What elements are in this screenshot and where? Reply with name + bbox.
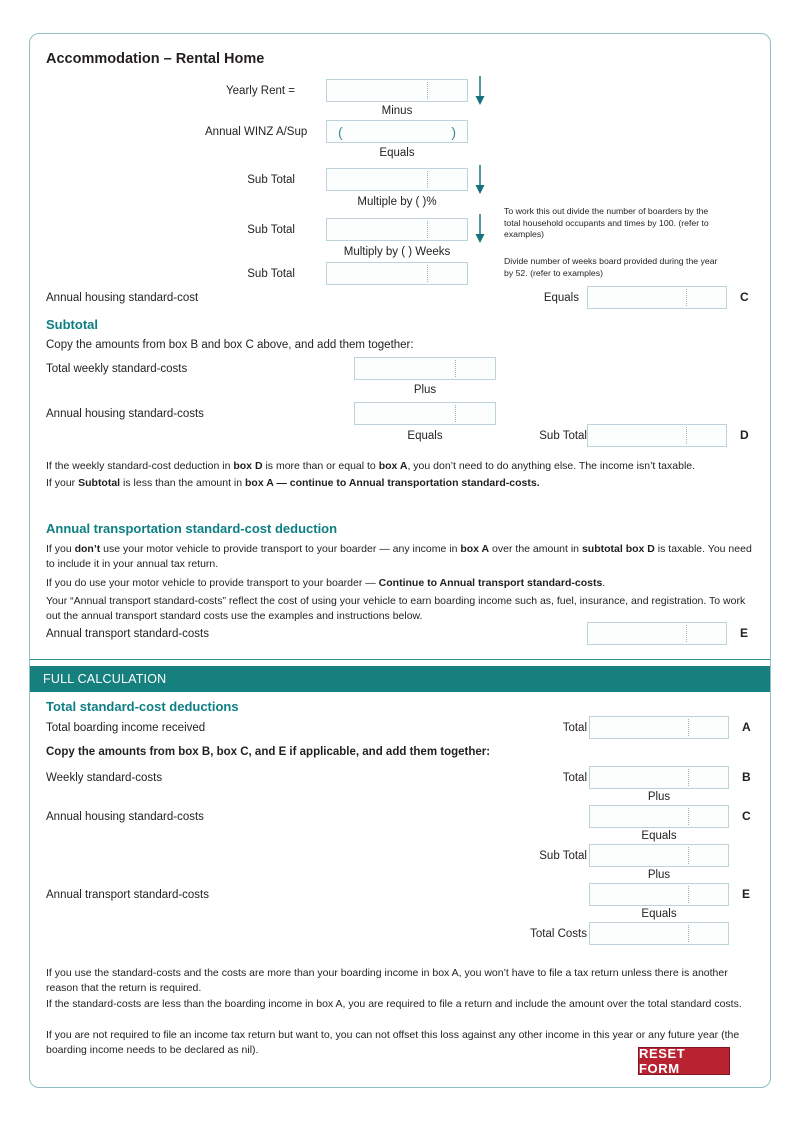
tp2-b: .: [602, 577, 606, 589]
paren-right: ): [451, 124, 456, 140]
label-sub-total-d: Sub Total: [539, 430, 587, 442]
note-subtotal: [46, 476, 758, 491]
label-total-b: Total: [562, 772, 587, 784]
operator-equals-1: Equals: [379, 147, 415, 159]
heading-subtotal: Subtotal: [46, 317, 98, 332]
paren-left: (: [338, 124, 343, 140]
tp2-b1: Continue to Annual transport standard-costs: [378, 577, 603, 589]
label-weekly-standard-costs: Weekly standard-costs: [46, 772, 163, 784]
arrow-down-icon: [474, 165, 486, 195]
copy-amounts-note: Copy the amounts from box B, box C, and E if applicable, and add them together:: [46, 746, 491, 758]
label-annual-housing-standard-cost: Annual housing standard-cost: [46, 292, 199, 304]
input-sub-total-3[interactable]: [326, 262, 468, 285]
help-text-weeks: Divide number of weeks board provided during the year by 52. (refer to examples): [504, 256, 718, 278]
note-sub-text-2: is less than the amount in: [120, 477, 246, 489]
note-d-text-2: is more than or equal to: [262, 460, 379, 472]
note-box-d: [46, 459, 758, 474]
label-annual-transport-costs: Annual transport standard-costs: [46, 889, 210, 901]
input-subtotal[interactable]: [589, 844, 729, 867]
operator-multiple-percent: Multiple by ( )%: [357, 196, 437, 208]
transport-paragraph-2: [46, 576, 758, 591]
note-d-bold-1: box D: [233, 460, 263, 472]
help-text-percent: To work this out divide the number of boarders by the total household occupants and times by 100. (refer to examples): [504, 206, 709, 240]
heading-total-standard-cost-deductions: Total standard-cost deductions: [46, 699, 239, 714]
label-total-a: Total: [562, 722, 587, 734]
footer-paragraph-1: If you use the standard-costs and the costs are more than your boarding income in box A, you won’t have to file a tax return unless there is another reason that the return is required.: [46, 967, 728, 994]
label-sub-total: Sub Total: [539, 850, 587, 862]
operator-plus-1: Plus: [647, 791, 671, 803]
label-annual-housing-standard-costs: Annual housing standard-costs: [46, 408, 204, 420]
box-letter-a: A: [742, 720, 751, 734]
label-total-costs: Total Costs: [530, 928, 587, 940]
input-housing-c[interactable]: [589, 805, 729, 828]
operator-equals-2: Equals: [641, 908, 677, 920]
label-annual-housing-costs: Annual housing standard-costs: [46, 811, 204, 823]
input-sub-total-1[interactable]: [326, 168, 468, 191]
input-weekly-b[interactable]: [589, 766, 729, 789]
form-page: [29, 33, 771, 1088]
reset-form-button[interactable]: RESET FORM: [638, 1047, 730, 1075]
input-yearly-rent[interactable]: [326, 79, 468, 102]
label-yearly-rent: Yearly Rent =: [226, 85, 295, 97]
input-subtotal-d[interactable]: [587, 424, 727, 447]
tp2-a: If you do use your motor vehicle to provide transport to your boarder —: [46, 577, 379, 589]
operator-plus: Plus: [413, 384, 437, 396]
operator-plus-2: Plus: [647, 869, 671, 881]
transport-paragraph-3: Your “Annual transport standard-costs” reflect the cost of using your vehicle to earn boarding income such as, fuel, insurance, and registration. To work out the annual transport standard costs use the examples and instructions below.: [46, 595, 746, 622]
input-total-income-a[interactable]: [589, 716, 729, 739]
label-annual-winz: Annual WINZ A/Sup: [205, 126, 308, 138]
note-sub-bold-1: Subtotal: [78, 477, 121, 489]
tp1-a: If you: [46, 543, 75, 555]
arrow-down-icon: [474, 76, 486, 106]
operator-equals-c: Equals: [543, 292, 579, 304]
tp1-d: is taxable. You need to include it in your annual tax return.: [46, 543, 752, 570]
box-letter-e: E: [742, 887, 751, 901]
label-sub-total-2: Sub Total: [247, 224, 295, 236]
input-annual-transport-e[interactable]: [587, 622, 727, 645]
box-letter-e: E: [740, 626, 749, 640]
operator-equals: Equals: [407, 430, 443, 442]
input-sub-total-2[interactable]: [326, 218, 468, 241]
tp1-b1: don’t: [74, 543, 101, 555]
note-sub-bold-2: box A — continue to Annual transportation standard-costs.: [245, 477, 540, 489]
footer-paragraph-3: If you are not required to file an income tax return but want to, you can not offset this loss against any other income in this year or any future year (the boarding income needs to be declared as nil).: [46, 1029, 740, 1056]
tp1-b2: box A: [460, 543, 490, 555]
tp1-c: over the amount in: [489, 543, 582, 555]
box-letter-d: D: [740, 428, 749, 442]
heading-transportation: Annual transportation standard-cost deduction: [46, 521, 338, 536]
label-total-weekly-standard-costs: Total weekly standard-costs: [46, 363, 188, 375]
transport-paragraph-1: [46, 542, 758, 572]
operator-multiply-weeks: Multiply by ( ) Weeks: [343, 246, 451, 258]
box-letter-c: C: [740, 290, 749, 304]
note-sub-text-1: If your: [46, 477, 79, 489]
input-annual-housing[interactable]: [354, 402, 496, 425]
input-total-costs[interactable]: [589, 922, 729, 945]
footer-paragraph-2: If the standard-costs are less than the boarding income in box A, you are required to file a return and include the amount over the total standard costs.: [46, 998, 742, 1010]
label-total-boarding-income: Total boarding income received: [46, 722, 206, 734]
label-sub-total-3: Sub Total: [247, 268, 295, 280]
note-d-text-1: If the weekly standard-cost deduction in: [46, 460, 234, 472]
note-d-bold-2: box A: [378, 460, 408, 472]
input-total-weekly[interactable]: [354, 357, 496, 380]
box-letter-c: C: [742, 809, 751, 823]
box-letter-b: B: [742, 770, 751, 784]
label-sub-total-1: Sub Total: [247, 174, 295, 186]
input-annual-housing-c[interactable]: [587, 286, 727, 309]
input-transport-e[interactable]: [589, 883, 729, 906]
tp1-b: use your motor vehicle to provide transport to your boarder — any income in: [100, 543, 461, 555]
subtotal-intro: Copy the amounts from box B and box C above, and add them together:: [46, 339, 414, 351]
section-bar-full-calculation: FULL CALCULATION: [30, 666, 770, 692]
label-annual-transport-standard-costs: Annual transport standard-costs: [46, 628, 210, 640]
operator-equals-1: Equals: [641, 830, 677, 842]
note-d-text-3: , you don’t need to do anything else. The income isn’t taxable.: [407, 460, 696, 472]
input-annual-winz[interactable]: [326, 120, 468, 143]
divider-rule: [30, 659, 770, 660]
section-title-accommodation: Accommodation – Rental Home: [46, 51, 265, 67]
tp1-b3: subtotal box D: [581, 543, 655, 555]
arrow-down-icon: [474, 214, 486, 244]
operator-minus: Minus: [381, 105, 413, 117]
